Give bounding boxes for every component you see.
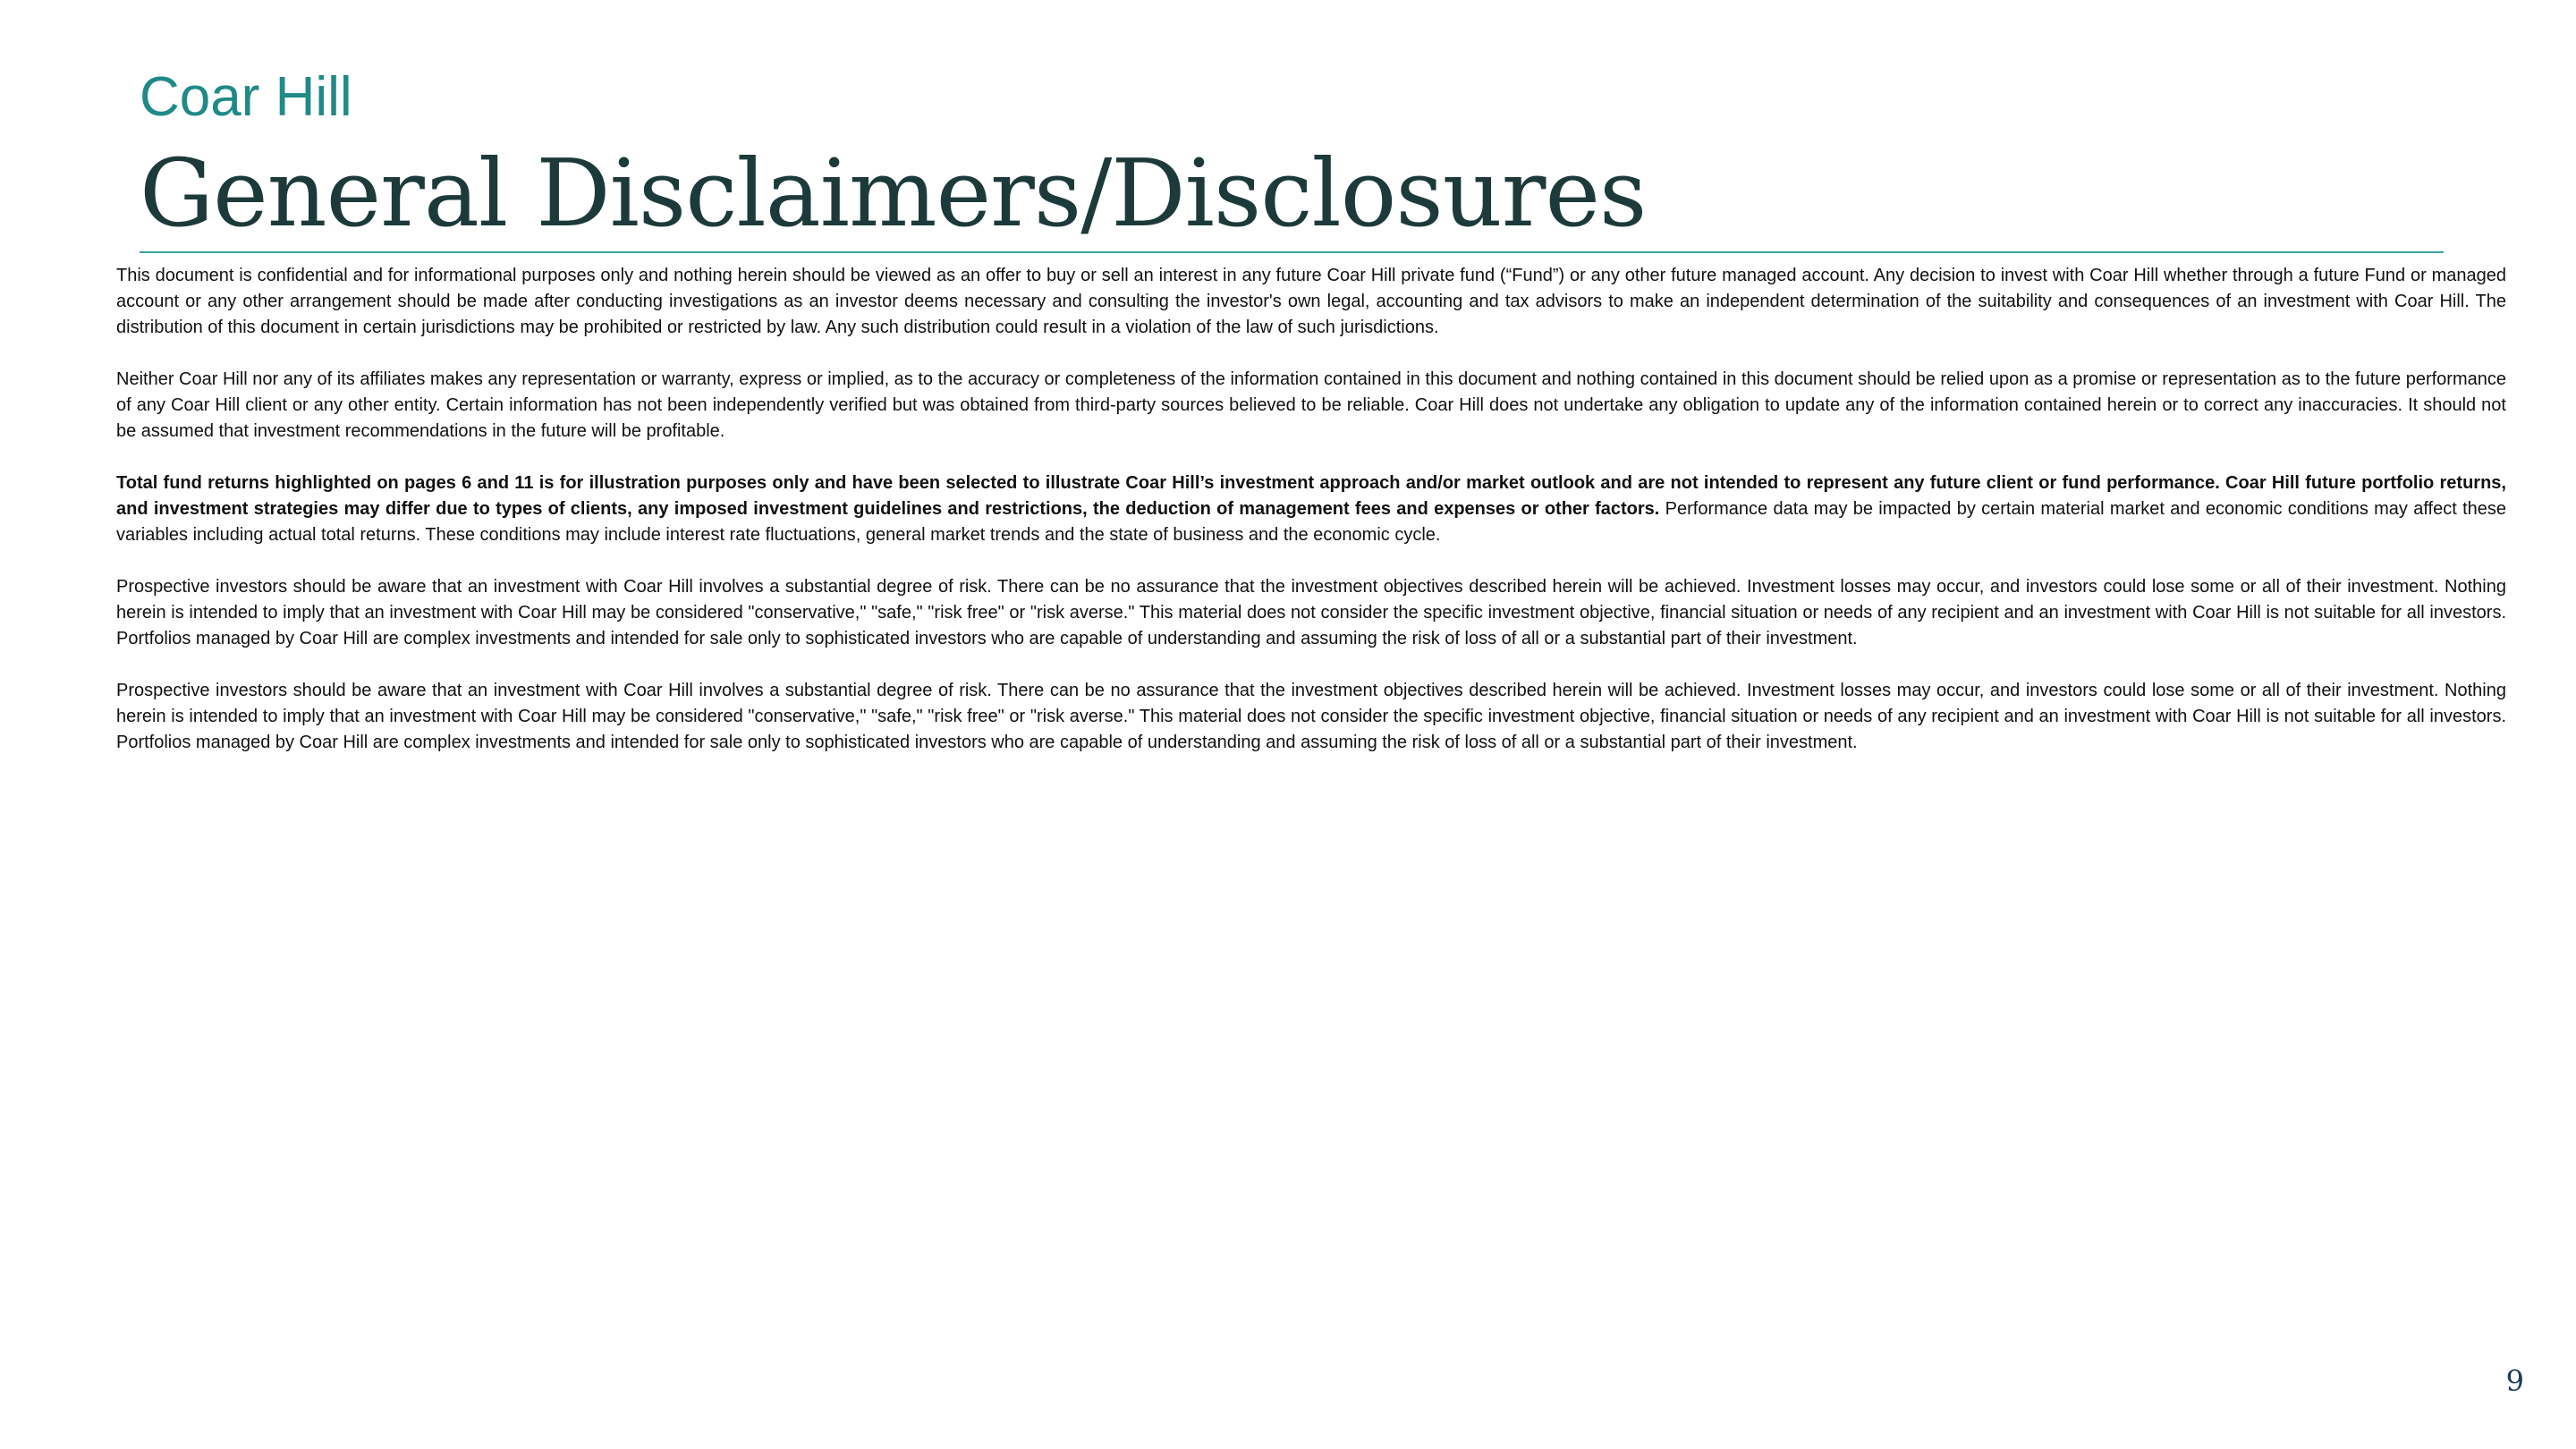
disclaimer-paragraph-fund-returns	[116, 470, 2506, 548]
paragraph-text: Prospective investors should be aware that an investment with Coar Hill involves a substantial degree of risk. There can be no assurance that the investment objectives described herein will be achieved. Investment losses may occur, and investors could lose some or all of their investment. Nothing herein is intended to imply that an investment with Coar Hill may be considered "conservative," "safe," "risk free" or "risk averse." This material does not consider the specific investment objective, financial situation or needs of any recipient and an investment with Coar Hill is not suitable for all investors. Portfolios managed by Coar Hill are complex investments and intended for sale only to sophisticated investors who are capable of understanding and assuming the risk of loss of all or a substantial part of their investment.	[116, 577, 2506, 648]
title-divider	[140, 251, 2444, 253]
brand-name: Coar Hill	[140, 66, 352, 128]
paragraph-text: Prospective investors should be aware that an investment with Coar Hill involves a substantial degree of risk. There can be no assurance that the investment objectives described herein will be achieved. Investment losses may occur, and investors could lose some or all of their investment. Nothing herein is intended to imply that an investment with Coar Hill may be considered "conservative," "safe," "risk free" or "risk averse." This material does not consider the specific investment objective, financial situation or needs of any recipient and an investment with Coar Hill is not suitable for all investors. Portfolios managed by Coar Hill are complex investments and intended for sale only to sophisticated investors who are capable of understanding and assuming the risk of loss of all or a substantial part of their investment.	[116, 681, 2506, 752]
disclaimer-paragraph-risk-repeat	[116, 678, 2506, 756]
disclaimer-paragraph-confidentiality	[116, 263, 2506, 341]
paragraph-text: This document is confidential and for informational purposes only and nothing herein should be viewed as an offer to buy or sell an interest in any future Coar Hill private fund (“Fund”) or any other future managed account. Any decision to invest with Coar Hill whether through a future Fund or managed account or any other arrangement should be made after conducting investigations as an investor deems necessary and consulting the investor's own legal, accounting and tax advisors to make an independent determination of the suitability and consequences of an investment with Coar Hill. The distribution of this document in certain jurisdictions may be prohibited or restricted by law. Any such distribution could result in a violation of the law of such jurisdictions.	[116, 266, 2506, 337]
paragraph-text: Performance data may be impacted by certain material market and economic conditions may affect these variables including actual total returns. These conditions may include interest rate fluctuations, general market trends and the state of business and the economic cycle.	[116, 499, 2506, 545]
page-title: General Disclaimers/Disclosures	[140, 139, 1647, 248]
disclaimer-paragraph-no-warranty	[116, 367, 2506, 445]
disclaimer-body	[116, 263, 2506, 782]
disclaimer-paragraph-risk	[116, 574, 2506, 652]
paragraph-text: Neither Coar Hill nor any of its affiliates makes any representation or warranty, express or implied, as to the accuracy or completeness of the information contained in this document and nothing contained in this document should be relied upon as a promise or representation as to the future performance of any Coar Hill client or any other entity. Certain information has not been independently verified but was obtained from third-party sources believed to be reliable. Coar Hill does not undertake any obligation to update any of the information contained herein or to correct any inaccuracies. It should not be assumed that investment recommendations in the future will be profitable.	[116, 369, 2506, 441]
page-number: 9	[2505, 1364, 2524, 1398]
paragraph-bold-text: Total fund returns highlighted on pages 6 and 11 is for illustration purposes only and have been selected to illustrate Coar Hill’s investment approach and/or market outlook and are not intended to represent any future client or fund performance. Coar Hill future portfolio returns, and investment strategies may differ due to types of clients, any imposed investment guidelines and restrictions, the deduction of management fees and expenses or other factors.	[116, 473, 2506, 519]
